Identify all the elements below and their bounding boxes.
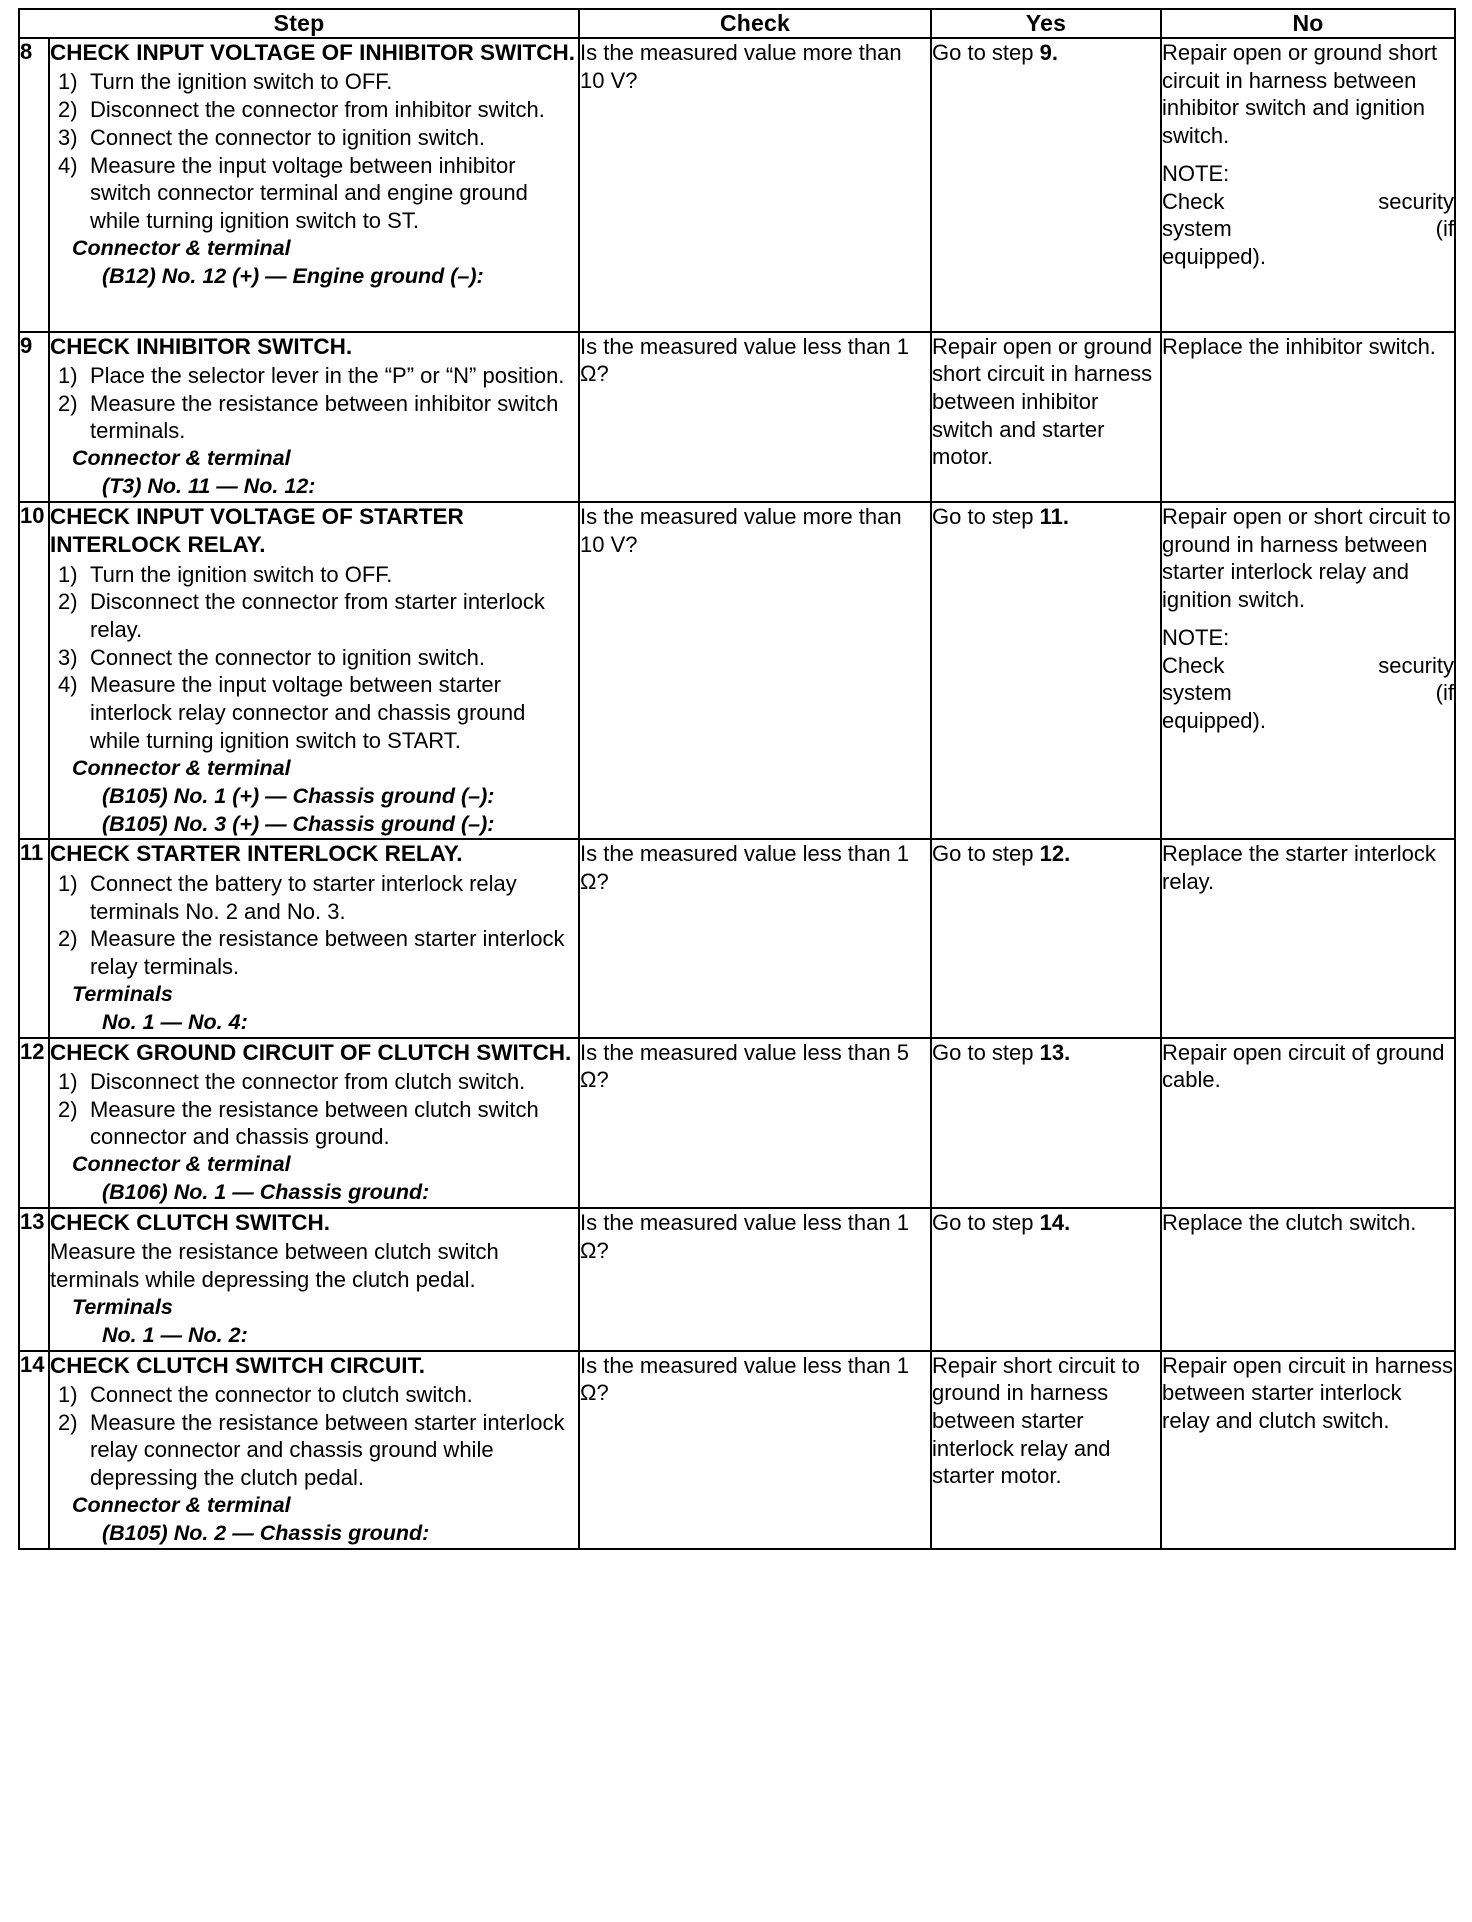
check-text: Is the measured value less than 1 Ω? xyxy=(579,1208,931,1351)
yes-step-ref: 11. xyxy=(1039,503,1069,529)
yes-step-ref: 13. xyxy=(1039,1039,1071,1065)
step-number: 13 xyxy=(19,1208,49,1351)
step-title: CHECK CLUTCH SWITCH. xyxy=(50,1209,330,1235)
yes-step-ref: 14. xyxy=(1039,1209,1071,1235)
yes-action: Go to step 9. xyxy=(931,38,1161,332)
substep-item: 2) Measure the resistance between inhibitor switch terminals. xyxy=(58,390,559,444)
substep-marker: 2) xyxy=(58,1096,78,1122)
step-title: CHECK CLUTCH SWITCH CIRCUIT. xyxy=(50,1352,425,1378)
connector-heading: Terminals xyxy=(72,1294,173,1319)
substep-item: 2) Measure the resistance between starter interlock relay connector and chassis ground while depressing the clutch pedal. xyxy=(58,1409,565,1491)
table-row xyxy=(19,1208,1455,1351)
check-text: Is the measured value less than 1 Ω? xyxy=(579,332,931,502)
column-header-no: No xyxy=(1161,9,1455,38)
table-row xyxy=(19,502,1455,840)
note-line: Check security xyxy=(1162,652,1454,678)
no-action-text: Replace the inhibitor switch. xyxy=(1162,333,1436,359)
step-lead-text: Measure the resistance between clutch switch terminals while depressing the clutch pedal. xyxy=(50,1239,499,1292)
substep-marker: 2) xyxy=(58,589,78,615)
step-title: CHECK STARTER INTERLOCK RELAY. xyxy=(50,841,463,867)
check-text: Is the measured value less than 5 Ω? xyxy=(579,1038,931,1208)
step-substeps xyxy=(50,561,578,755)
step-substeps xyxy=(50,362,578,445)
substep-marker: 1) xyxy=(58,362,78,388)
yes-action: Go to step 12. xyxy=(931,839,1161,1037)
table-row xyxy=(19,332,1455,502)
yes-step-ref: 9. xyxy=(1039,40,1058,65)
yes-action: Go to step 13. xyxy=(931,1038,1161,1208)
substep-item: 2) Measure the resistance between starter interlock relay terminals. xyxy=(58,926,565,979)
diagnostic-chart-table xyxy=(18,8,1456,1550)
connector-value: (B106) No. 1 — Chassis ground: xyxy=(102,1179,430,1204)
substep-item: 3) Connect the connector to ignition switch. xyxy=(58,644,486,670)
table-row xyxy=(19,38,1455,332)
substep-item: 1) Connect the connector to clutch switch. xyxy=(58,1381,473,1407)
note-line: system (if xyxy=(1162,680,1454,706)
substep-marker: 1) xyxy=(58,561,78,587)
connector-value: (B105) No. 1 (+) — Chassis ground (–): xyxy=(102,783,495,808)
substep-marker: 2) xyxy=(58,390,78,416)
substep-marker: 2) xyxy=(58,1409,78,1435)
connector-value: No. 1 — No. 4: xyxy=(102,1009,248,1034)
connector-heading: Connector & terminal xyxy=(72,755,291,780)
substep-marker: 2) xyxy=(58,926,78,952)
note-line-tail: equipped). xyxy=(1162,707,1266,733)
no-action xyxy=(1161,1351,1455,1549)
column-header-check: Check xyxy=(579,9,931,38)
note-line: system (if xyxy=(1162,216,1454,242)
no-action xyxy=(1161,332,1455,502)
yes-action: Repair short circuit to ground in harness between starter interlock relay and starter motor. xyxy=(931,1351,1161,1549)
check-text: Is the measured value more than 10 V? xyxy=(579,38,931,332)
step-title: CHECK GROUND CIRCUIT OF CLUTCH SWITCH. xyxy=(50,1039,572,1065)
table-body xyxy=(19,38,1455,1549)
step-description xyxy=(49,502,579,840)
no-action xyxy=(1161,1038,1455,1208)
step-substeps xyxy=(50,1381,578,1492)
no-action-text: Replace the starter interlock relay. xyxy=(1162,841,1436,895)
no-action-text: Repair open or ground short circuit in harness between inhibitor switch and ignition switch. xyxy=(1162,40,1438,149)
step-number: 9 xyxy=(19,332,49,502)
no-action-text: Replace the clutch switch. xyxy=(1162,1209,1417,1235)
substep-marker: 4) xyxy=(58,152,78,178)
check-text: Is the measured value less than 1 Ω? xyxy=(579,1351,931,1549)
check-text: Is the measured value more than 10 V? xyxy=(579,502,931,840)
substep-marker: 1) xyxy=(58,1381,78,1407)
yes-action: Repair open or ground short circuit in harness between inhibitor switch and starter motor. xyxy=(931,332,1161,502)
step-title: CHECK INPUT VOLTAGE OF STARTER INTERLOCK RELAY. xyxy=(50,503,464,558)
note-label: NOTE: xyxy=(1162,160,1230,186)
step-description xyxy=(49,1351,579,1549)
connector-heading: Connector & terminal xyxy=(72,235,291,260)
substep-item: 4) Measure the input voltage between inhibitor switch connector terminal and engine ground while turning ignition switch to ST. xyxy=(58,152,528,233)
step-number: 12 xyxy=(19,1038,49,1208)
substep-marker: 1) xyxy=(58,870,78,896)
column-header-yes: Yes xyxy=(931,9,1161,38)
no-action xyxy=(1161,502,1455,840)
substep-item: 3) Connect the connector to ignition switch. xyxy=(58,124,486,150)
connector-value: (B12) No. 12 (+) — Engine ground (–): xyxy=(102,263,484,288)
table-row xyxy=(19,839,1455,1037)
no-action xyxy=(1161,38,1455,332)
substep-marker: 1) xyxy=(58,1068,78,1094)
connector-value: (B105) No. 2 — Chassis ground: xyxy=(102,1520,430,1545)
substep-marker: 4) xyxy=(58,672,78,698)
no-action-text: Repair open circuit of ground cable. xyxy=(1162,1039,1445,1093)
no-action-text: Repair open or short circuit to ground in harness between starter interlock relay and ignition switch. xyxy=(1162,503,1451,613)
substep-item: 1) Place the selector lever in the “P” or “N” position. xyxy=(58,362,565,388)
step-description xyxy=(49,839,579,1037)
connector-value: (T3) No. 11 — No. 12: xyxy=(102,473,316,498)
substep-marker: 3) xyxy=(58,124,78,150)
table-header-row xyxy=(19,9,1455,38)
substep-item: 2) Disconnect the connector from inhibitor switch. xyxy=(58,97,545,123)
yes-action: Go to step 14. xyxy=(931,1208,1161,1351)
substep-marker: 1) xyxy=(58,69,78,95)
step-number: 8 xyxy=(19,38,49,332)
yes-step-ref: 12. xyxy=(1039,841,1071,867)
note-line-tail: equipped). xyxy=(1162,244,1266,270)
step-description xyxy=(49,332,579,502)
step-number: 14 xyxy=(19,1351,49,1549)
table-row xyxy=(19,1038,1455,1208)
connector-heading: Connector & terminal xyxy=(72,1152,291,1177)
step-substeps xyxy=(50,68,578,234)
step-substeps xyxy=(50,1068,578,1151)
column-header-step: Step xyxy=(19,9,579,38)
connector-heading: Connector & terminal xyxy=(72,446,291,471)
connector-value: (B105) No. 3 (+) — Chassis ground (–): xyxy=(102,811,495,836)
check-text: Is the measured value less than 1 Ω? xyxy=(579,839,931,1037)
step-description xyxy=(49,1038,579,1208)
note-line: Check security xyxy=(1162,188,1454,214)
substep-item: 1) Turn the ignition switch to OFF. xyxy=(58,561,393,587)
step-title: CHECK INHIBITOR SWITCH. xyxy=(50,333,353,359)
substep-item: 1) Disconnect the connector from clutch switch. xyxy=(58,1068,526,1094)
substep-item: 1) Connect the battery to starter interlock relay terminals No. 2 and No. 3. xyxy=(58,870,517,924)
connector-heading: Connector & terminal xyxy=(72,1492,291,1517)
substep-marker: 3) xyxy=(58,644,78,670)
step-number: 11 xyxy=(19,839,49,1037)
step-number: 10 xyxy=(19,502,49,840)
substep-item: 2) Disconnect the connector from starter interlock relay. xyxy=(58,589,545,643)
substep-item: 2) Measure the resistance between clutch switch connector and chassis ground. xyxy=(58,1096,539,1150)
no-action xyxy=(1161,839,1455,1037)
yes-action: Go to step 11. xyxy=(931,502,1161,840)
no-action xyxy=(1161,1208,1455,1351)
substep-item: 1) Turn the ignition switch to OFF. xyxy=(58,69,393,95)
note-label: NOTE: xyxy=(1162,624,1230,650)
no-action-text: Repair open circuit in harness between starter interlock relay and clutch switch. xyxy=(1162,1352,1454,1433)
step-title: CHECK INPUT VOLTAGE OF INHIBITOR SWITCH. xyxy=(50,40,575,65)
step-description xyxy=(49,38,579,332)
table-row xyxy=(19,1351,1455,1549)
connector-heading: Terminals xyxy=(72,981,173,1006)
substep-marker: 2) xyxy=(58,97,78,123)
connector-value: No. 1 — No. 2: xyxy=(102,1322,248,1347)
substep-item: 4) Measure the input voltage between starter interlock relay connector and chassis ground while turning ignition switch to START. xyxy=(58,672,526,753)
step-description xyxy=(49,1208,579,1351)
step-substeps xyxy=(50,870,578,981)
